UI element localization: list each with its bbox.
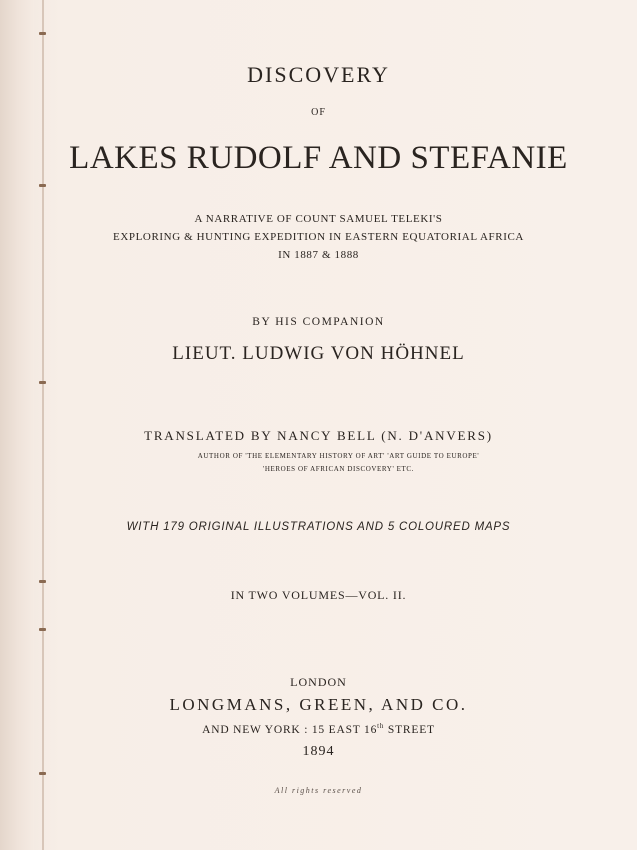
translator-line: TRANSLATED BY NANCY BELL (N. D'ANVERS) — [144, 428, 493, 443]
binding-stitch — [39, 184, 46, 187]
rights-notice: All rights reserved — [274, 786, 363, 795]
address-suffix: STREET — [384, 723, 435, 736]
binding-stitch — [39, 628, 46, 631]
book-main-title: LAKES RUDOLF AND STEFANIE — [69, 140, 568, 176]
binding-stitch — [39, 381, 46, 384]
publisher-name: LONGMANS, GREEN, AND CO. — [169, 695, 468, 714]
book-title-top: DISCOVERY — [247, 62, 390, 87]
binding-stitch — [39, 32, 46, 35]
narrative-line-3: IN 1887 & 1888 — [278, 249, 359, 261]
author-name: LIEUT. LUDWIG VON HÖHNEL — [172, 343, 465, 364]
translator-credits-1: AUTHOR OF 'THE ELEMENTARY HISTORY OF ART' 'ART GUIDE TO EUROPE' — [197, 452, 480, 460]
binding-stitch — [39, 772, 46, 775]
narrative-line-2: EXPLORING & HUNTING EXPEDITION IN EASTERN EQUATORIAL AFRICA — [113, 231, 524, 243]
address-superscript: th — [377, 722, 385, 730]
binding-stitch — [39, 580, 46, 583]
by-his-companion: BY HIS COMPANION — [252, 316, 385, 328]
publication-year: 1894 — [302, 744, 335, 759]
publisher-address — [0, 722, 637, 736]
address-prefix: AND NEW YORK : 15 EAST 16 — [202, 723, 378, 736]
title-of: OF — [311, 107, 326, 118]
volumes-note: IN TWO VOLUMES—VOL. II. — [230, 588, 407, 602]
illustrations-note: WITH 179 ORIGINAL ILLUSTRATIONS AND 5 COLOURED MAPS — [126, 521, 511, 533]
narrative-line-1: A NARRATIVE OF COUNT SAMUEL TELEKI'S — [194, 213, 443, 225]
translator-credits-2: 'HEROES OF AFRICAN DISCOVERY' ETC. — [262, 465, 415, 473]
publisher-city: LONDON — [290, 675, 347, 689]
